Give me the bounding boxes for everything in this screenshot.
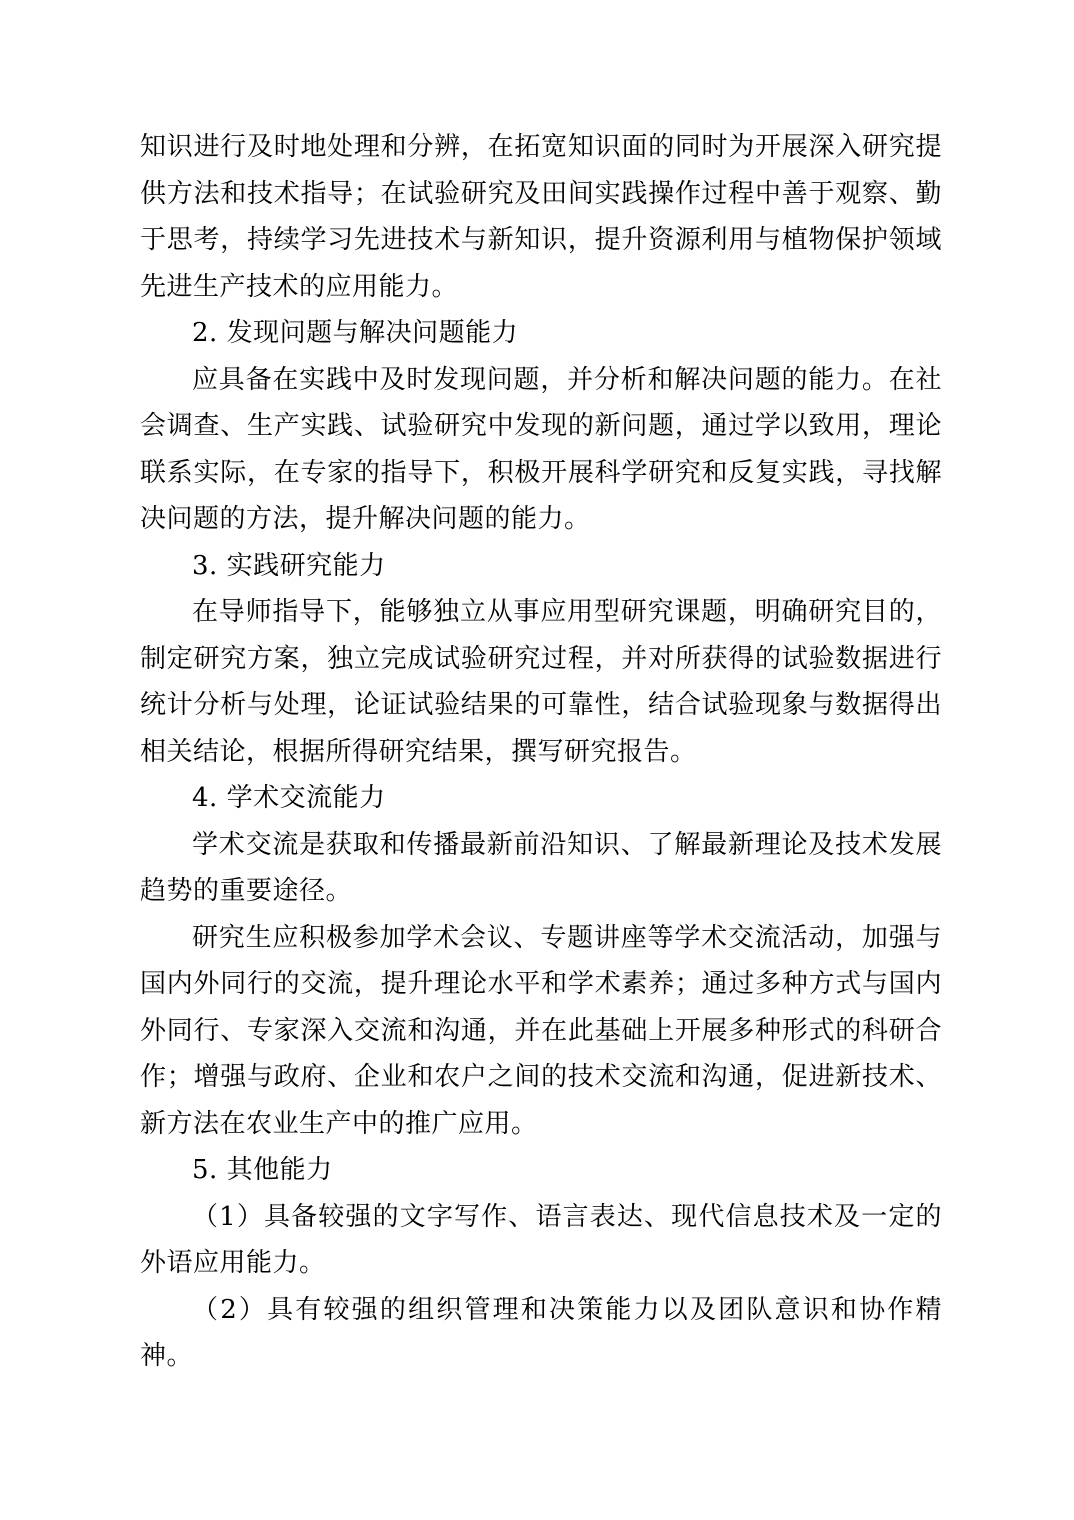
paragraph: （1）具备较强的文字写作、语言表达、现代信息技术及一定的外语应用能力。 [140, 1201, 942, 1278]
paragraph: 应具备在实践中及时发现问题，并分析和解决问题的能力。在社会调查、生产实践、试验研究中发现的新问题，通过学以致用，理论联系实际，在专家的指导下，积极开展科学研究和反复实践，寻找解决问题的方法，提升解决问题的能力。 [140, 364, 942, 534]
section-heading: 5. 其他能力 [192, 1155, 333, 1185]
section-heading: 3. 实践研究能力 [192, 550, 386, 581]
paragraph: 研究生应积极参加学术会议、专题讲座等学术交流活动，加强与国内外同行的交流，提升理论水平和学术素养；通过多种方式与国内外同行、专家深入交流和沟通，并在此基础上开展多种形式的科研合作；增强与政府、企业和农户之间的技术交流和沟通，促进新技术、新方法在农业生产中的推广应用。 [140, 922, 942, 1139]
paragraph: （2）具有较强的组织管理和决策能力以及团队意识和协作精神。 [140, 1294, 942, 1371]
paragraph: 在导师指导下，能够独立从事应用型研究课题，明确研究目的，制定研究方案，独立完成试验研究过程，并对所获得的试验数据进行统计分析与处理，论证试验结果的可靠性，结合试验现象与数据得出相关结论，根据所得研究结果，撰写研究报告。 [140, 597, 942, 767]
paragraph: 知识进行及时地处理和分辨，在拓宽知识面的同时为开展深入研究提供方法和技术指导；在试验研究及田间实践操作过程中善于观察、勤于思考，持续学习先进技术与新知识，提升资源利用与植物保护领域先进生产技术的应用能力。 [140, 132, 942, 302]
section-heading: 4. 学术交流能力 [192, 783, 386, 813]
section-heading: 2. 发现问题与解决问题能力 [192, 318, 519, 348]
document-body [140, 124, 942, 1380]
paragraph: 学术交流是获取和传播最新前沿知识、了解最新理论及技术发展趋势的重要途径。 [140, 829, 942, 906]
